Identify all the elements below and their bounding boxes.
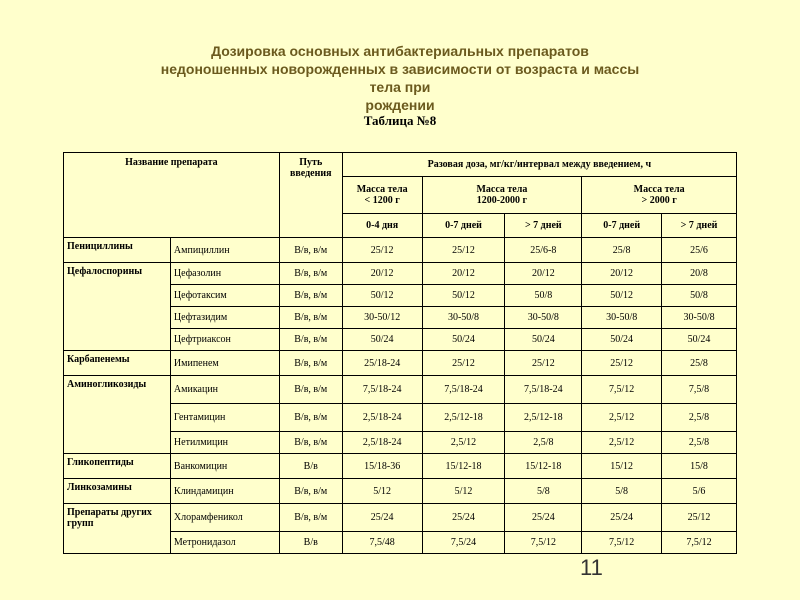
header-age: 0-7 дней [582, 214, 662, 238]
mass-range: 1200-2000 г [476, 195, 528, 206]
table-row [64, 376, 737, 404]
drug-cell: Гентамицин [170, 404, 279, 432]
dose-cell: 30-50/8 [422, 307, 505, 329]
route-cell: В/в, в/м [279, 376, 342, 404]
group-cell: Карбапенемы [64, 351, 171, 376]
dose-cell: 5/6 [662, 479, 737, 504]
drug-cell: Амикацин [170, 376, 279, 404]
dose-cell: 30-50/12 [342, 307, 422, 329]
dose-cell: 2,5/12-18 [422, 404, 505, 432]
table-row [64, 263, 737, 285]
dose-cell: 25/12 [422, 238, 505, 263]
dose-cell: 20/12 [422, 263, 505, 285]
dose-cell: 15/12 [582, 454, 662, 479]
group-cell: Препараты других групп [64, 504, 171, 554]
header-drug-name: Название препарата [64, 153, 280, 238]
dose-cell: 20/12 [505, 263, 582, 285]
header-mass-gt-2000 [582, 177, 737, 214]
dose-cell: 25/24 [342, 504, 422, 532]
dose-cell: 5/12 [342, 479, 422, 504]
dose-cell: 5/8 [505, 479, 582, 504]
title-line-2: недоношенных новорожденных в зависимости от возраста и массы тела при [160, 61, 640, 95]
dose-cell: 7,5/24 [422, 532, 505, 554]
route-cell: В/в, в/м [279, 351, 342, 376]
title-line-3: рождении [365, 97, 435, 113]
drug-cell: Цефтазидим [170, 307, 279, 329]
route-cell: В/в, в/м [279, 238, 342, 263]
dose-cell: 30-50/8 [662, 307, 737, 329]
header-dose: Разовая доза, мг/кг/интервал между введением, ч [342, 153, 736, 177]
dose-cell: 50/24 [342, 329, 422, 351]
dose-cell: 2,5/12 [582, 404, 662, 432]
dose-cell: 2,5/8 [662, 432, 737, 454]
title-line-1: Дозировка основных антибактериальных препаратов [211, 43, 589, 59]
dose-cell: 7,5/12 [505, 532, 582, 554]
route-cell: В/в [279, 532, 342, 554]
table-row [64, 504, 737, 532]
dose-cell: 15/12-18 [422, 454, 505, 479]
dose-cell: 50/8 [505, 285, 582, 307]
dose-cell: 7,5/48 [342, 532, 422, 554]
dose-cell: 25/12 [505, 351, 582, 376]
route-cell: В/в, в/м [279, 504, 342, 532]
route-cell: В/в [279, 454, 342, 479]
dose-cell: 25/12 [422, 351, 505, 376]
header-mass-lt-1200 [342, 177, 422, 214]
mass-range: < 1200 г [364, 195, 400, 206]
drug-cell: Цефтриаксон [170, 329, 279, 351]
header-age: 0-4 дня [342, 214, 422, 238]
dose-cell: 25/12 [342, 238, 422, 263]
dose-cell: 20/12 [342, 263, 422, 285]
dose-cell: 2,5/18-24 [342, 404, 422, 432]
dose-cell: 7,5/12 [582, 532, 662, 554]
header-age: > 7 дней [662, 214, 737, 238]
group-cell: Гликопептиды [64, 454, 171, 479]
table-row [64, 454, 737, 479]
group-cell: Аминогликозиды [64, 376, 171, 454]
dose-cell: 15/8 [662, 454, 737, 479]
dose-cell: 7,5/8 [662, 376, 737, 404]
dose-cell: 25/8 [662, 351, 737, 376]
dose-cell: 25/24 [582, 504, 662, 532]
dose-cell: 50/12 [422, 285, 505, 307]
dose-cell: 25/24 [422, 504, 505, 532]
drug-cell: Цефазолин [170, 263, 279, 285]
dose-cell: 7,5/18-24 [505, 376, 582, 404]
dose-cell: 2,5/18-24 [342, 432, 422, 454]
dose-cell: 15/18-36 [342, 454, 422, 479]
table-row [64, 351, 737, 376]
header-mass-1200-2000 [422, 177, 582, 214]
drug-cell: Цефотаксим [170, 285, 279, 307]
dose-cell: 50/24 [422, 329, 505, 351]
header-route: Путь введения [279, 153, 342, 238]
slide-title [150, 42, 650, 114]
route-cell: В/в, в/м [279, 329, 342, 351]
dose-cell: 30-50/8 [505, 307, 582, 329]
dose-cell: 2,5/12-18 [505, 404, 582, 432]
route-cell: В/в, в/м [279, 285, 342, 307]
mass-label: Масса тела [476, 184, 528, 195]
drug-cell: Ампициллин [170, 238, 279, 263]
dose-cell: 2,5/12 [582, 432, 662, 454]
dose-cell: 25/6 [662, 238, 737, 263]
dose-cell: 20/12 [582, 263, 662, 285]
mass-range: > 2000 г [641, 195, 677, 206]
route-cell: В/в, в/м [279, 479, 342, 504]
group-cell: Линкозамины [64, 479, 171, 504]
dose-cell: 2,5/8 [505, 432, 582, 454]
dose-cell: 25/6-8 [505, 238, 582, 263]
dose-cell: 25/24 [505, 504, 582, 532]
dose-cell: 20/8 [662, 263, 737, 285]
route-cell: В/в, в/м [279, 432, 342, 454]
drug-cell: Нетилмицин [170, 432, 279, 454]
drug-cell: Метронидазол [170, 532, 279, 554]
table-row [64, 238, 737, 263]
group-cell: Пенициллины [64, 238, 171, 263]
header-age: > 7 дней [505, 214, 582, 238]
dose-cell: 25/12 [662, 504, 737, 532]
mass-label: Масса тела [356, 184, 408, 195]
group-cell: Цефалоспорины [64, 263, 171, 351]
dose-cell: 25/8 [582, 238, 662, 263]
dose-cell: 25/12 [582, 351, 662, 376]
dose-cell: 50/24 [662, 329, 737, 351]
route-cell: В/в, в/м [279, 307, 342, 329]
dose-cell: 7,5/12 [662, 532, 737, 554]
dose-cell: 5/12 [422, 479, 505, 504]
dose-cell: 7,5/18-24 [342, 376, 422, 404]
dose-cell: 7,5/12 [582, 376, 662, 404]
dose-cell: 25/18-24 [342, 351, 422, 376]
dose-cell: 2,5/12 [422, 432, 505, 454]
dose-cell: 50/12 [342, 285, 422, 307]
drug-cell: Имипенем [170, 351, 279, 376]
dose-cell: 7,5/18-24 [422, 376, 505, 404]
page-number: 11 [580, 555, 603, 580]
dose-cell: 50/8 [662, 285, 737, 307]
dose-cell: 2,5/8 [662, 404, 737, 432]
drug-cell: Клиндамицин [170, 479, 279, 504]
dose-cell: 50/12 [582, 285, 662, 307]
dose-cell: 50/24 [505, 329, 582, 351]
drug-cell: Ванкомицин [170, 454, 279, 479]
drug-cell: Хлорамфеникол [170, 504, 279, 532]
dosage-table [63, 152, 737, 554]
header-age: 0-7 дней [422, 214, 505, 238]
route-cell: В/в, в/м [279, 263, 342, 285]
table-caption: Таблица №8 [363, 113, 437, 128]
dose-cell: 15/12-18 [505, 454, 582, 479]
dose-cell: 50/24 [582, 329, 662, 351]
mass-label: Масса тела [633, 184, 685, 195]
route-cell: В/в, в/м [279, 404, 342, 432]
table-row [64, 479, 737, 504]
dose-cell: 30-50/8 [582, 307, 662, 329]
dose-cell: 5/8 [582, 479, 662, 504]
